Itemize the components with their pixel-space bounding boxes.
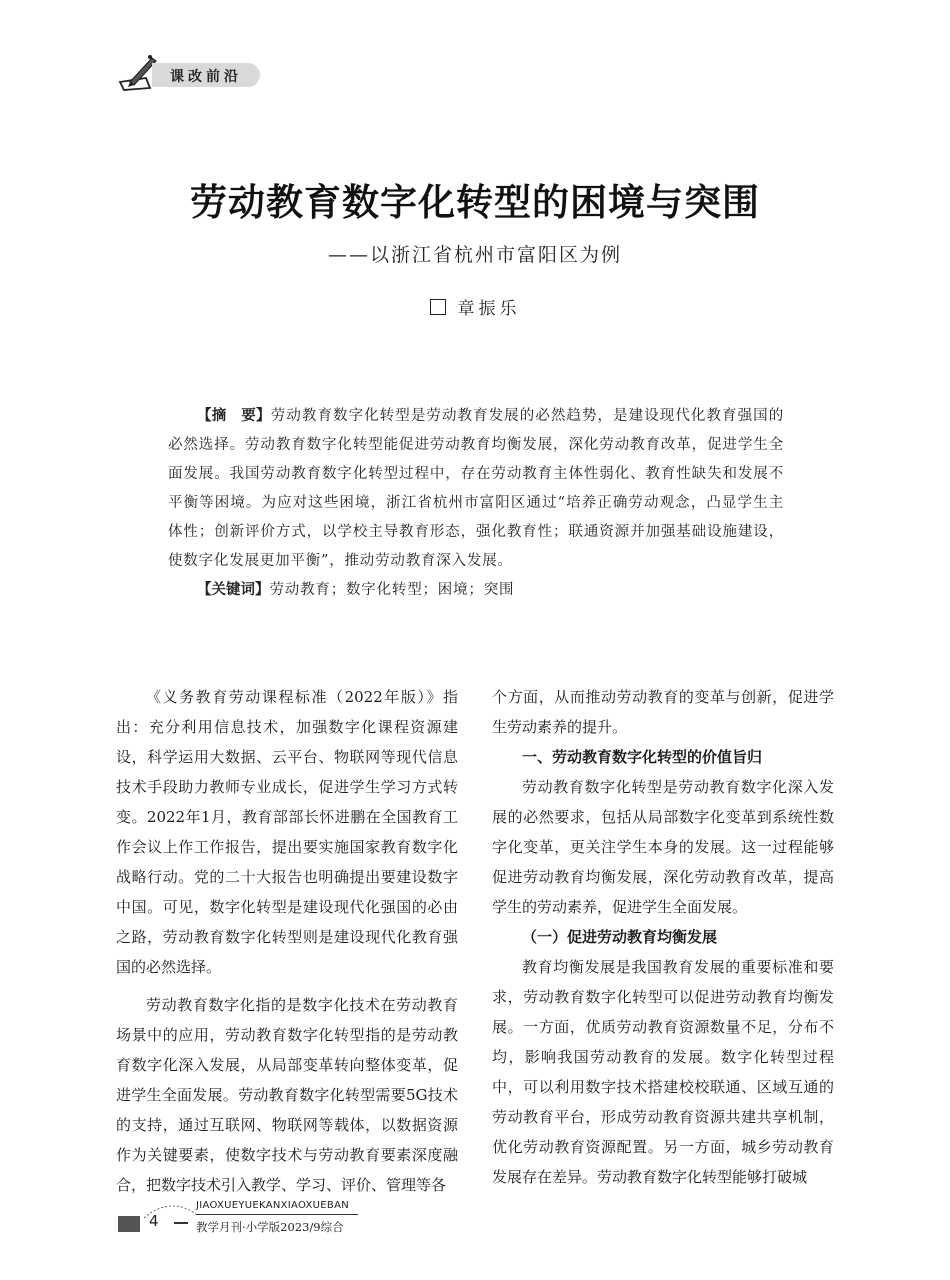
footer-dash (174, 1222, 188, 1224)
keywords-text: 劳动教育；数字化转型；困境；突围 (269, 582, 515, 598)
section-tag (152, 63, 260, 87)
section-label: 课改前沿 (170, 69, 242, 85)
keywords-label: 【关键词】 (197, 582, 270, 598)
left-paragraph-1: 《义务教育劳动课程标准（2022年版）》指出：充分利用信息技术，加强数字化课程资源建设，科学运用大数据、云平台、物联网等现代信息技术手段助力教师专业成长，促进学生学习方式转变。2022年1月，教育部部长怀进鹏在全国教育工作会议上作工作报告，提出要实施国家教育数字化战略行动。党的二十大报告也明确提出要建设数字中国。可见，数字化转型是建设现代化强国的必由之路，劳动教育数字化转型则是建设现代化教育强国的必然选择。 (116, 688, 458, 976)
author-box-icon (430, 299, 446, 315)
section-heading-2: （一）促进劳动教育均衡发展 (522, 928, 718, 946)
right-paragraph-2: 劳动教育数字化转型是劳动教育数字化深入发展的必然要求，包括从局部数字化变革到系统性数字化变革，更关注学生本身的发展。这一过程能够促进劳动教育均衡发展，深化劳动教育改革，提高学生的劳动素养，促进学生全面发展。 (492, 778, 834, 916)
journal-pinyin: JIAOXUEYUEKANXIAOXUEBAN (196, 1200, 349, 1211)
right-column (492, 682, 834, 1192)
section-header (116, 52, 256, 92)
left-paragraph-2: 劳动教育数字化指的是数字化技术在劳动教育场景中的应用，劳动教育数字化转型指的是劳动教育数字化深入发展，从局部变革转向整体变革，促进学生全面发展。劳动教育数字化转型需要5G技术的支持，通过互联网、物联网等载体，以数据资源作为关键要素，使数字技术与劳动教育要素深度融合，把数字技术引入教学、学习、评价、管理等各 (116, 996, 458, 1194)
abstract-label: 【摘 要】 (197, 408, 271, 424)
abstract-text: 劳动教育数字化转型是劳动教育发展的必然趋势，是建设现代化教育强国的必然选择。劳动教育数字化转型能促进劳动教育均衡发展，深化劳动教育改革，促进学生全面发展。我国劳动教育数字化转型过程中，存在劳动教育主体性弱化、教育性缺失和发展不平衡等困境。为应对这些困境，浙江省杭州市富阳区通过“培养正确劳动观念，凸显学生主体性；创新评价方式，以学校主导教育形态，强化教育性；联通资源并加强基础设施建设，使数字化发展更加平衡”，推动劳动教育深入发展。 (168, 408, 784, 569)
footer-rule (196, 1214, 358, 1215)
article-subtitle: ——以浙江省杭州市富阳区为例 (327, 244, 622, 266)
page-number: 4 (149, 1212, 159, 1230)
abstract-paragraph (168, 402, 784, 576)
section-heading-1: 一、劳动教育数字化转型的价值旨归 (522, 748, 763, 766)
author-line (0, 294, 950, 319)
keywords-paragraph (168, 576, 784, 605)
right-paragraph-3: 教育均衡发展是我国教育发展的重要标准和要求，劳动教育数字化转型可以促进劳动教育均衡发展。一方面，优质劳动教育资源数量不足，分布不均，影响我国劳动教育的发展。数字化转型过程中，可以利用数字技术搭建校校联通、区域互通的劳动教育平台，形成劳动教育资源共建共享机制，优化劳动教育资源配置。另一方面，城乡劳动教育发展存在差异。劳动教育数字化转型能够打破城 (492, 958, 834, 1186)
left-column (116, 682, 458, 1200)
footer-bar (118, 1216, 140, 1232)
journal-name: 教学月刊·小学版2023/9综合 (196, 1220, 344, 1234)
right-paragraph-1: 个方面，从而推动劳动教育的变革与创新，促进学生劳动素养的提升。 (492, 688, 834, 736)
article-title: 劳动教育数字化转型的困境与突围 (190, 181, 760, 224)
abstract-block (168, 402, 784, 605)
author-name: 章振乐 (457, 299, 521, 319)
